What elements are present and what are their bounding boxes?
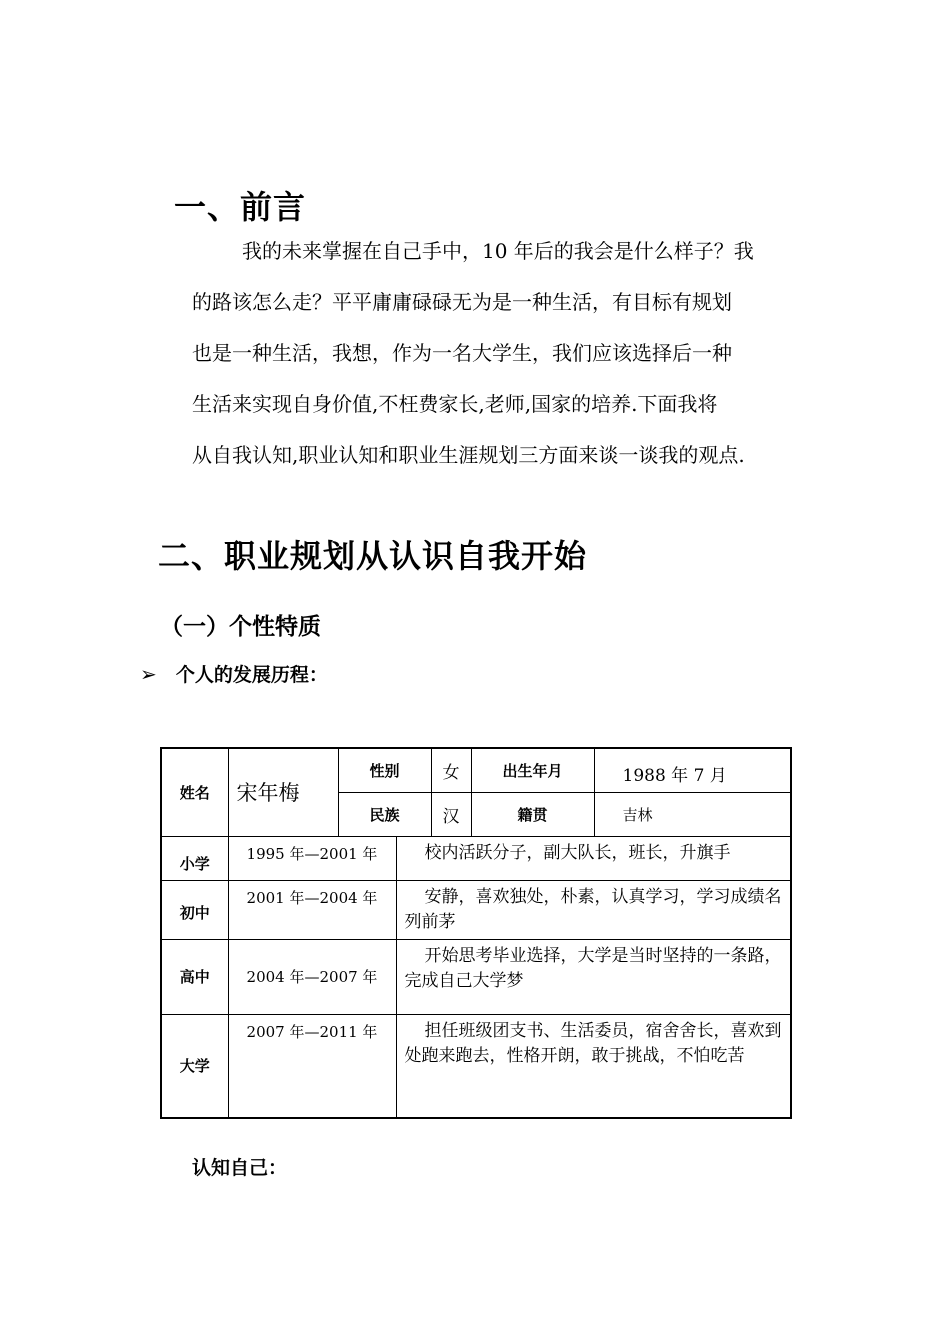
origin-label: 籍贯: [471, 792, 594, 836]
stage-description: 担任班级团支书、生活委员，宿舍舍长，喜欢到处跑来跑去，性格开朗，敢于挑战，不怕吃苦: [396, 1014, 791, 1118]
origin-value: 吉林: [594, 792, 791, 836]
paragraph-line: 从自我认知,职业认知和职业生涯规划三方面来谈一谈我的观点.: [192, 443, 745, 467]
stage-period: 2001 年—2004 年: [228, 880, 396, 939]
birth-value: 1988 年 7 月: [594, 748, 791, 792]
stage-description: 安静，喜欢独处，朴素，认真学习，学习成绩名列前茅: [396, 880, 791, 939]
stage-label: 高中: [161, 939, 228, 1014]
table-row: [161, 880, 791, 939]
section-heading-preface: 一、前言: [174, 188, 307, 226]
paragraph-line: 的路该怎么走？平平庸庸碌碌无为是一种生活，有目标有规划: [192, 290, 732, 314]
subsection-heading-personality: （一）个性特质: [160, 614, 321, 640]
paragraph-line: 生活来实现自身价值,不枉费家长,老师,国家的培养.下面我将: [192, 392, 718, 416]
ethnicity-label: 民族: [338, 792, 431, 836]
gender-label: 性别: [338, 748, 431, 792]
table-row: [161, 1014, 791, 1118]
table-row: [161, 939, 791, 1014]
paragraph-line: 我的未来掌握在自己手中，10 年后的我会是什么样子？我: [242, 239, 754, 263]
gender-value: 女: [431, 748, 471, 792]
stage-label: 大学: [161, 1014, 228, 1118]
personal-info-table: [160, 747, 792, 1119]
arrow-bullet-icon: ➢: [140, 662, 157, 686]
subsection-heading-self-awareness: 认知自己：: [192, 1157, 288, 1179]
stage-description: 校内活跃分子，副大队长，班长，升旗手: [396, 836, 791, 880]
stage-period: 1995 年—2001 年: [228, 836, 396, 880]
stage-label: 初中: [161, 880, 228, 939]
stage-period: 2007 年—2011 年: [228, 1014, 396, 1118]
ethnicity-value: 汉: [431, 792, 471, 836]
name-value: 宋年梅: [228, 748, 338, 836]
stage-label: 小学: [161, 836, 228, 880]
stage-period: 2004 年—2007 年: [228, 939, 396, 1014]
table-row: [161, 836, 791, 880]
paragraph-line: 也是一种生活，我想，作为一名大学生，我们应该选择后一种: [192, 341, 732, 365]
birth-label: 出生年月: [471, 748, 594, 792]
stage-description: 开始思考毕业选择，大学是当时坚持的一条路，完成自己大学梦: [396, 939, 791, 1014]
name-label: 姓名: [161, 748, 228, 836]
preface-paragraph: [192, 226, 754, 481]
bullet-text: 个人的发展历程：: [175, 664, 328, 686]
section-heading-career-planning: 二、职业规划从认识自我开始: [158, 537, 588, 575]
bullet-item: [140, 660, 328, 687]
